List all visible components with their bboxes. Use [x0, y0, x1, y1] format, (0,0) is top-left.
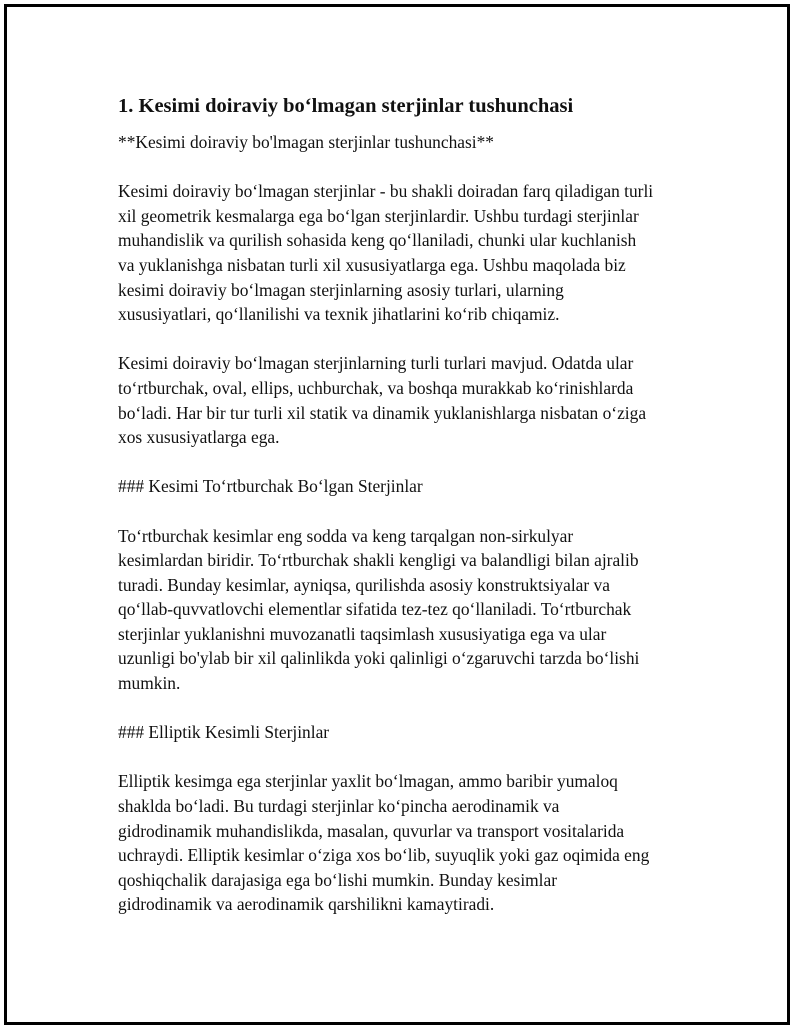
paragraph-line: mumkin. [118, 673, 181, 694]
paragraph-line: to‘rtburchak, oval, ellips, uchburchak, va boshqa murakkab ko‘rinishlarda [118, 377, 634, 398]
paragraph-line: muhandislik va qurilish sohasida keng qo‘llaniladi, chunki ular kuchlanish [118, 230, 637, 251]
paragraph-intro [118, 179, 693, 327]
paragraph-line: qoshiqchalik darajasiga ega bo‘lishi mumkin. Bunday kesimlar [118, 869, 558, 890]
paragraph-line: Kesimi doiraviy bo‘lmagan sterjinlar - bu shakli doiradan farq qiladigan turli [118, 181, 654, 202]
paragraph-line: xususiyatlari, qo‘llanilishi va texnik jihatlarini ko‘rib chiqamiz. [118, 304, 560, 325]
paragraph-line: sterjinlar yuklanishni muvozanatli taqsimlash xususiyatiga ega va ular [118, 623, 607, 644]
paragraph-types [118, 351, 693, 449]
paragraph-line: kesimlardan biridir. To‘rtburchak shakli kengligi va balandligi bilan ajralib [118, 550, 639, 571]
paragraph-line: kesimi doiraviy bo‘lmagan sterjinlarning asosiy turlari, ularning [118, 279, 564, 300]
paragraph-line: bo‘ladi. Har bir tur turli xil statik va dinamik yuklanishlarga nisbatan o‘ziga [118, 402, 647, 423]
paragraph-rectangular [118, 524, 693, 696]
paragraph-line: gidrodinamik va aerodinamik qarshilikni kamaytiradi. [118, 894, 495, 915]
paragraph-line: shaklda bo‘ladi. Bu turdagi sterjinlar ko‘pincha aerodinamik va [118, 796, 560, 817]
section-heading-elliptic: ### Elliptik Kesimli Sterjinlar [118, 722, 330, 743]
paragraph-line: uzunligi bo'ylab bir xil qalinlikda yoki qalinligi o‘zgaruvchi tarzda bo‘lishi [118, 648, 640, 669]
paragraph-line: To‘rtburchak kesimlar eng sodda va keng tarqalgan non-sirkulyar [118, 525, 574, 546]
paragraph-line: Elliptik kesimga ega sterjinlar yaxlit bo‘lmagan, ammo baribir yumaloq [118, 771, 618, 792]
document-body [118, 92, 693, 942]
section-heading-rectangular: ### Kesimi To‘rtburchak Bo‘lgan Sterjinlar [118, 476, 423, 497]
paragraph-line: xos xususiyatlarga ega. [118, 427, 280, 448]
paragraph-line: Kesimi doiraviy bo‘lmagan sterjinlarning turli turlari mavjud. Odatda ular [118, 353, 634, 374]
paragraph-line: va yuklanishga nisbatan turli xil xususiyatlarga ega. Ushbu maqolada biz [118, 254, 626, 275]
document-title: 1. Kesimi doiraviy bo‘lmagan sterjinlar tushunchasi [118, 95, 574, 117]
paragraph-line: xil geometrik kesmalarga ega bo‘lgan sterjinlardir. Ushbu turdagi sterjinlar [118, 205, 639, 226]
document-subtitle: **Kesimi doiraviy bo'lmagan sterjinlar tushunchasi** [118, 132, 494, 152]
paragraph-line: uchraydi. Elliptik kesimlar o‘ziga xos bo‘lib, suyuqlik yoki gaz oqimida eng [118, 845, 650, 866]
paragraph-line: qo‘llab-quvvatlovchi elementlar sifatida tez-tez qo‘llaniladi. To‘rtburchak [118, 599, 632, 620]
paragraph-line: gidrodinamik muhandislikda, masalan, quvurlar va transport vositalarida [118, 820, 625, 841]
paragraph-line: turadi. Bunday kesimlar, ayniqsa, qurilishda asosiy konstruktsiyalar va [118, 574, 610, 595]
paragraph-elliptic [118, 769, 693, 917]
